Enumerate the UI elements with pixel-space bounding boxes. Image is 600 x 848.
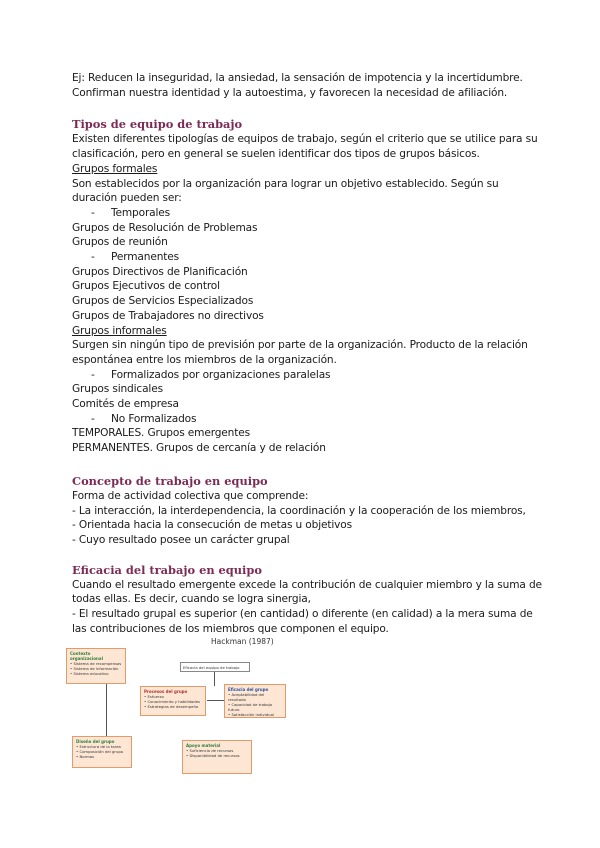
list-item-label: Permanentes [111,251,179,264]
paragraph-line: las contribuciones de los miembros que componen el equipo. [72,622,389,635]
paragraph-line: todas ellas. Es decir, cuando se logra sinergia, [72,593,311,606]
hackman-diagram [62,636,282,776]
box-item: • Estrategias de desempeño [144,704,199,709]
subheading-formales: Grupos formales [72,162,158,175]
box-item: • Aceptabilidad del resultado [228,692,265,702]
paragraph-line: - Cuyo resultado posee un carácter grupal [72,533,290,546]
list-item-temporales [72,206,542,221]
paragraph-line: Cuando el resultado emergente excede la contribución de cualquier miembro y la suma de [72,578,542,591]
document-body [72,71,542,637]
box-title: Procesos del grupo [144,689,188,694]
heading-tipos: Tipos de equipo de trabajo [72,117,243,132]
paragraph-line: - Orientada hacia la consecución de metas u objetivos [72,519,352,532]
box-item: • Esfuerzo [144,694,164,699]
connector-line [214,672,215,686]
diagram-box-contexto [66,648,126,684]
dash-bullet: - [91,206,95,219]
list-item: Grupos de Resolución de Problemas [72,221,258,234]
box-item: • Satisfacción individual [228,712,274,717]
box-item: • Sistema de información [70,666,119,671]
paragraph-line: - La interacción, la interdependencia, la coordinación y la cooperación de los miembros, [72,504,526,517]
list-item-label: No Formalizados [111,412,197,425]
paragraph-line: Existen diferentes tipologías de equipos de trabajo, según el criterio que se utilice para su [72,133,538,146]
heading-concepto: Concepto de trabajo en equipo [72,473,268,488]
diagram-center-box: Eficacia del equipo de trabajo [180,662,250,672]
paragraph-line: - El resultado grupal es superior (en cantidad) o diferente (en calidad) a la mera suma de [72,608,533,621]
dash-bullet: - [91,251,95,264]
box-item: • Capacidad de trabajo futuro [228,702,273,712]
box-item: • Disponibilidad de recursos [186,753,240,758]
paragraph-line: clasificación, pero en general se suelen identificar dos tipos de grupos básicos. [72,148,480,161]
box-item: • Conocimiento y habilidades [144,699,201,704]
box-item: • Sistema educativo [70,671,109,676]
heading-eficacia: Eficacia del trabajo en equipo [72,562,262,577]
intro-line-2: Confirman nuestra identidad y la autoestima, y favorecen la necesidad de afiliación. [72,86,508,99]
dash-bullet: - [91,368,95,381]
list-item: Grupos Ejecutivos de control [72,280,220,293]
list-item-label: Formalizados por organizaciones paralelas [111,368,331,381]
list-item-formalizados [72,368,542,383]
list-item-no-formalizados [72,412,542,427]
diagram-title: Hackman (1987) [211,637,274,646]
list-item: Grupos sindicales [72,383,163,396]
box-item: • Estructura de la tarea [76,744,121,749]
list-item: Comités de empresa [72,398,179,411]
box-title: Contexto organizacional [70,651,103,661]
box-title: Eficacia del grupo [228,687,269,692]
paragraph-line: espontánea entre los miembros de la organización. [72,353,337,366]
diagram-box-procesos [140,686,206,716]
diagram-box-diseno [72,736,132,768]
box-title: Diseño del grupo [76,739,115,744]
diagram-box-apoyo [182,740,252,774]
list-item: Grupos de reunión [72,236,168,249]
list-item-label: Temporales [111,206,171,219]
paragraph-line: duración pueden ser: [72,192,182,205]
diagram-box-eficacia [224,684,286,718]
box-item: • Sistema de recompensas [70,661,122,666]
list-item: TEMPORALES. Grupos emergentes [72,427,250,440]
paragraph-line: Forma de actividad colectiva que comprende: [72,489,309,502]
subheading-informales: Grupos informales [72,324,167,337]
paragraph-line: Surgen sin ningún tipo de previsión por parte de la organización. Producto de la relación [72,339,528,352]
list-item: Grupos Directivos de Planificación [72,265,248,278]
paragraph-line: Son establecidos por la organización para lograr un objetivo establecido. Según su [72,177,499,190]
box-item: • Suficiencia de recursos [186,748,234,753]
box-item: • Composición del grupo [76,749,124,754]
box-item: • Normas [76,754,95,759]
dash-bullet: - [91,412,95,425]
box-title: Apoyo material [186,743,221,748]
list-item: PERMANENTES. Grupos de cercanía y de relación [72,442,326,455]
list-item-permanentes [72,250,542,265]
intro-line-1: Ej: Reducen la inseguridad, la ansiedad, la sensación de impotencia y la incertidumbre. [72,72,523,84]
list-item: Grupos de Servicios Especializados [72,295,254,308]
list-item: Grupos de Trabajadores no directivos [72,309,264,322]
